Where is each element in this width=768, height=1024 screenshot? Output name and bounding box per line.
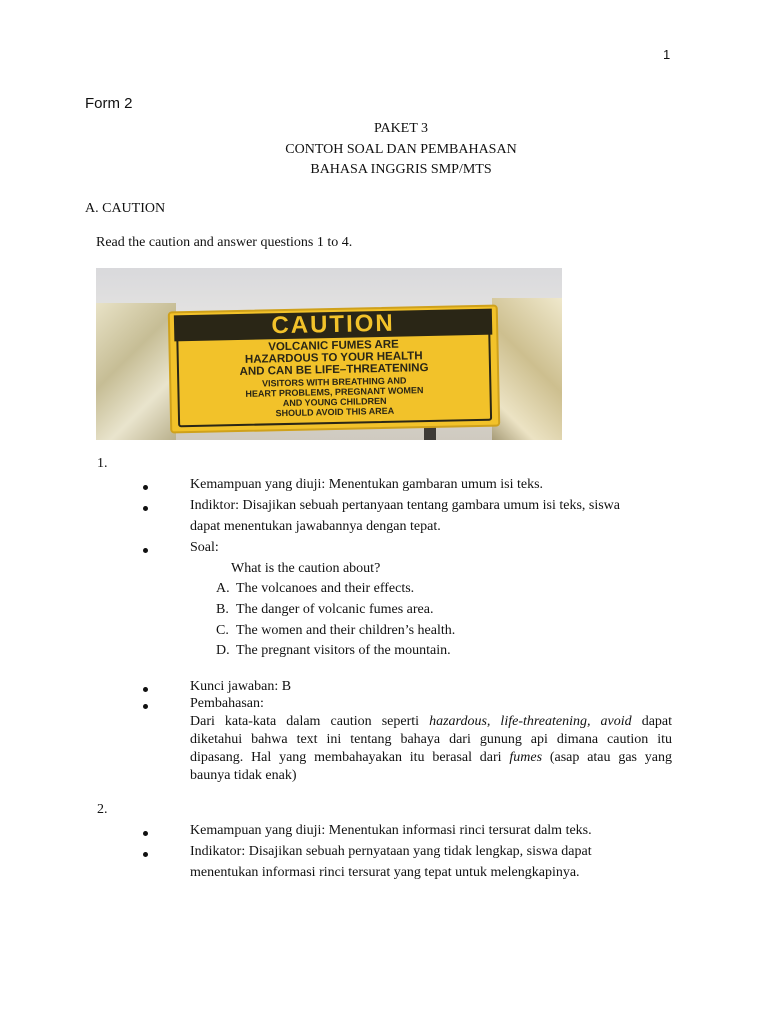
option-letter: B. bbox=[216, 602, 229, 617]
sign-line-2: HAZARDOUS TO YOUR HEALTH bbox=[244, 350, 423, 366]
q2-indikator-line-2: menentukan informasi rinci tersurat yang tepat untuk melengkapinya. bbox=[190, 865, 580, 880]
option-letter: C. bbox=[216, 623, 229, 638]
bullet-icon bbox=[143, 485, 148, 490]
sign-line-6: AND YOUNG CHILDREN bbox=[282, 395, 387, 409]
text-run: (asap atau gas yang bbox=[542, 750, 672, 765]
question-2-number: 2. bbox=[97, 802, 108, 817]
bullet-icon bbox=[143, 548, 148, 553]
question-1-number: 1. bbox=[97, 456, 108, 471]
document-title bbox=[0, 119, 768, 181]
q1-question: What is the caution about? bbox=[231, 561, 381, 576]
title-line-2: CONTOH SOAL DAN PEMBAHASAN bbox=[285, 141, 517, 157]
page-number: 1 bbox=[663, 47, 671, 62]
option-text: The volcanoes and their effects. bbox=[236, 581, 415, 596]
section-heading: A. CAUTION bbox=[85, 201, 166, 216]
q1-option-b bbox=[216, 602, 434, 618]
bullet-icon bbox=[143, 831, 148, 836]
form-label: Form 2 bbox=[85, 95, 133, 112]
text-run: Dari kata-kata dalam caution seperti bbox=[190, 714, 430, 729]
option-text: The pregnant visitors of the mountain. bbox=[236, 643, 451, 658]
q1-soal-label: Soal: bbox=[190, 540, 219, 555]
option-text: The women and their children’s health. bbox=[236, 623, 456, 638]
q1-option-a bbox=[216, 581, 415, 597]
title-line-3: BAHASA INGGRIS SMP/MTS bbox=[310, 162, 492, 177]
sign-line-4: VISITORS WITH BREATHING AND bbox=[262, 375, 407, 389]
bullet-icon bbox=[143, 704, 148, 709]
sign-line-3: AND CAN BE LIFE–THREATENING bbox=[239, 362, 429, 378]
option-text: The danger of volcanic fumes area. bbox=[236, 602, 434, 617]
title-line-1: PAKET 3 bbox=[373, 121, 429, 136]
pembahasan-line-4: baunya tidak enak) bbox=[190, 768, 297, 783]
q2-indikator-line-1: Indikator: Disajikan sebuah pernyataan yang tidak lengkap, siswa dapat bbox=[190, 844, 592, 859]
sign-line-7: SHOULD AVOID THIS AREA bbox=[275, 405, 395, 419]
sign-line-5: HEART PROBLEMS, PREGNANT WOMEN bbox=[245, 385, 424, 399]
emphasis-text: hazardous, life-threatening, avoid bbox=[429, 714, 632, 729]
rock-left bbox=[96, 303, 176, 440]
q1-indiktor-line-1: Indiktor: Disajikan sebuah pertanyaan tentang gambara umum isi teks, siswa bbox=[190, 498, 621, 513]
q1-option-c bbox=[216, 623, 456, 639]
instruction-text: Read the caution and answer questions 1 to 4. bbox=[96, 235, 353, 250]
sign-line-1: VOLCANIC FUMES ARE bbox=[268, 338, 399, 354]
q1-kunci: Kunci jawaban: B bbox=[190, 679, 292, 694]
bullet-icon bbox=[143, 687, 148, 692]
rock-right bbox=[492, 298, 562, 440]
q1-option-d bbox=[216, 643, 451, 659]
caution-sign-image bbox=[96, 268, 562, 440]
bullet-icon bbox=[143, 852, 148, 857]
bullet-icon bbox=[143, 506, 148, 511]
emphasis-text: fumes bbox=[509, 750, 543, 765]
q2-kemampuan: Kemampuan yang diuji: Menentukan informasi rinci tersurat dalm teks. bbox=[190, 823, 592, 838]
text-run: dapat bbox=[631, 714, 673, 729]
pembahasan-line-3 bbox=[190, 750, 672, 766]
pembahasan-line-1 bbox=[190, 714, 672, 730]
pembahasan-line-2: diketahui bahwa text ini tentang bahaya dari gunung api dimana caution itu bbox=[190, 732, 672, 747]
q1-kemampuan: Kemampuan yang diuji: Menentukan gambaran umum isi teks. bbox=[190, 477, 544, 492]
option-letter: D. bbox=[216, 643, 230, 658]
option-letter: A. bbox=[216, 581, 230, 596]
q1-indiktor-line-2: dapat menentukan jawabannya dengan tepat. bbox=[190, 519, 441, 534]
text-run: dipasang. Hal yang membahayakan itu berasal dari bbox=[190, 750, 510, 765]
caution-sign bbox=[168, 305, 500, 434]
sign-header: CAUTION bbox=[174, 309, 492, 342]
q1-pembahasan-label: Pembahasan: bbox=[190, 696, 264, 711]
